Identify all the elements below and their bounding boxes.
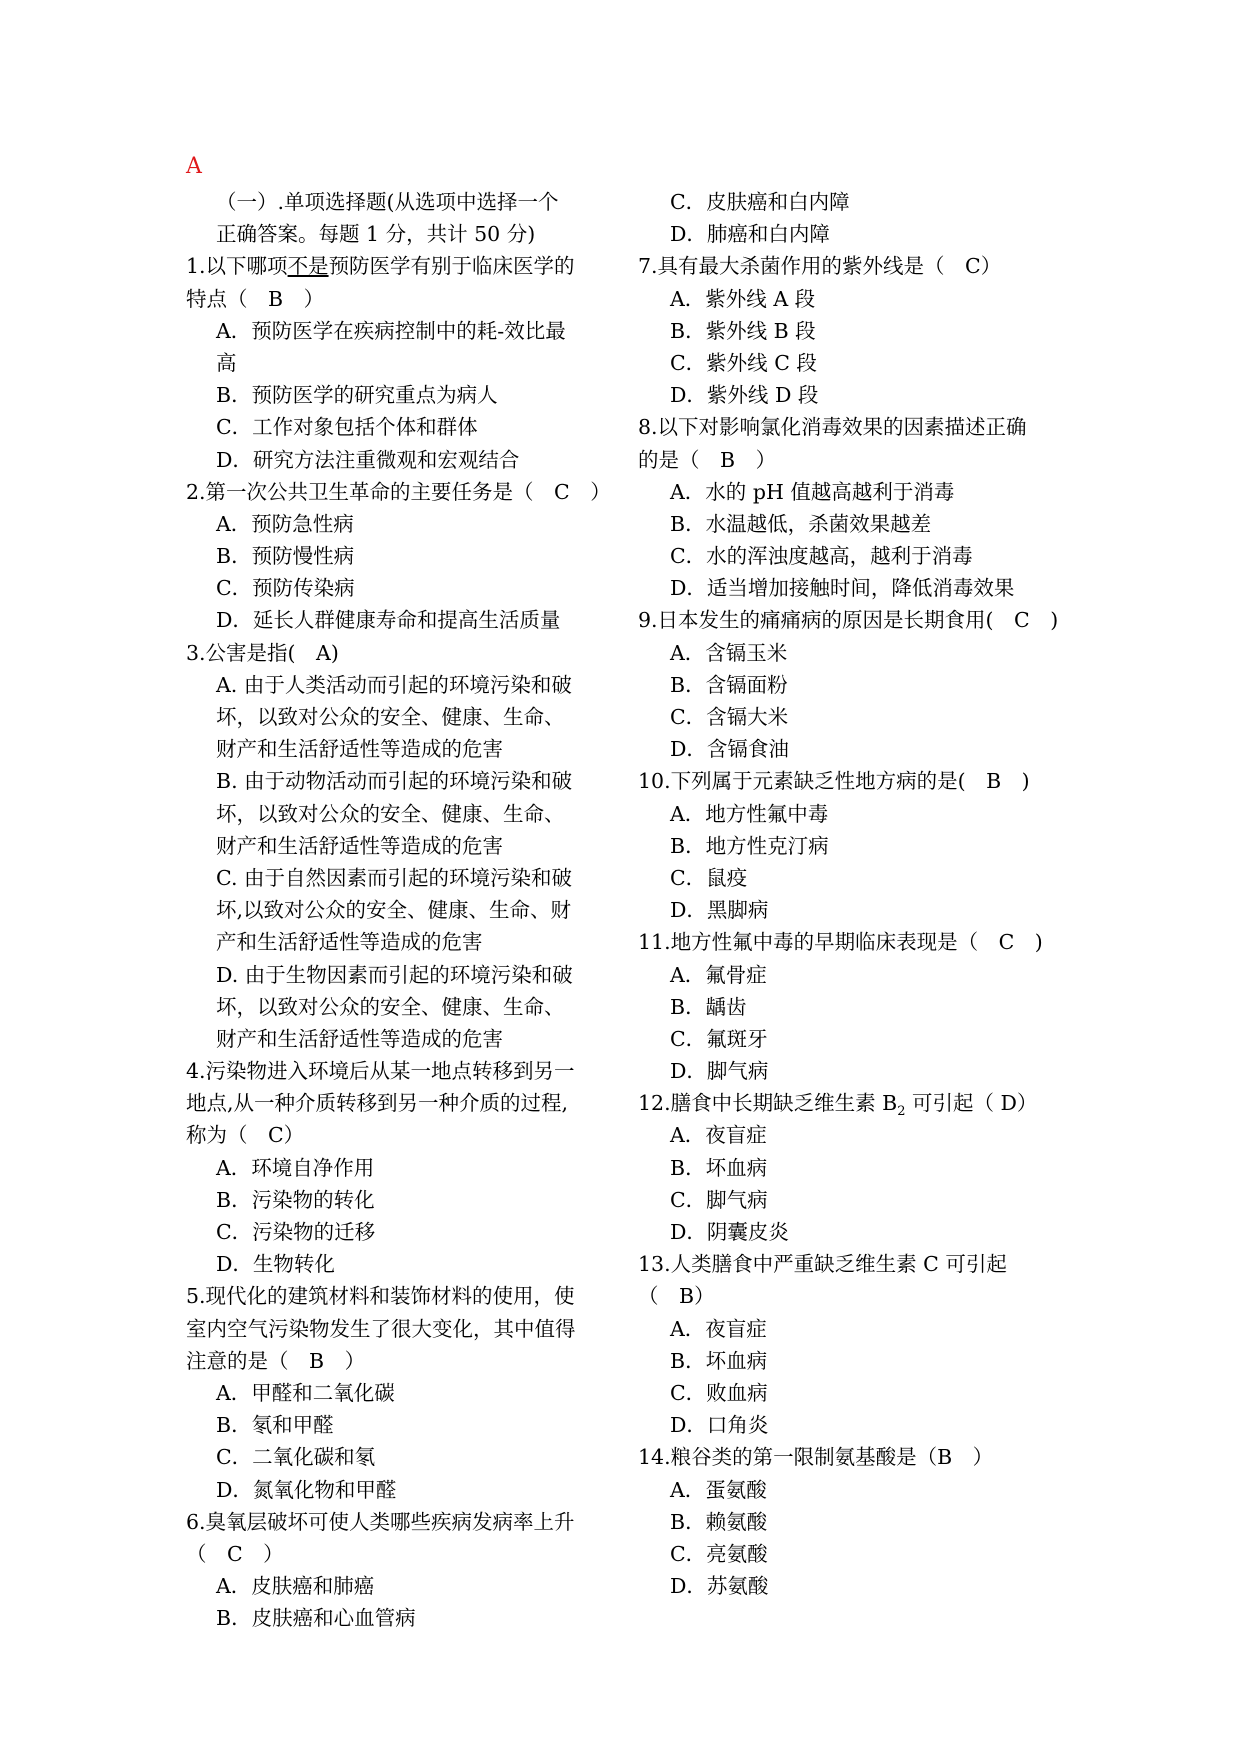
question-stem: 14.粮谷类的第一限制氨基酸是（B ） bbox=[638, 1445, 994, 1470]
question-stem: 地点,从一种介质转移到另一种介质的过程, bbox=[186, 1091, 569, 1116]
option-c: C．污染物的迁移 bbox=[216, 1220, 376, 1244]
option-c: C．败血病 bbox=[670, 1380, 768, 1405]
option-a-cont: 坏，以致对公众的安全、健康、生命、 bbox=[216, 705, 565, 729]
question-stem: 室内空气污染物发生了很大变化，其中值得 bbox=[186, 1316, 576, 1341]
option-d: D．脚气病 bbox=[670, 1059, 769, 1084]
option-b: B. 由于动物活动而引起的环境污染和破 bbox=[216, 769, 573, 794]
option-b: B．地方性克汀病 bbox=[670, 833, 829, 858]
answer-key-marker: A bbox=[186, 154, 202, 179]
option-d: D．阴囊皮炎 bbox=[670, 1220, 789, 1244]
option-c: C．脚气病 bbox=[670, 1187, 768, 1212]
option-a: A．紫外线 A 段 bbox=[670, 286, 816, 311]
question-stem: 1.以下哪项不是预防医学有别于临床医学的 bbox=[186, 254, 575, 279]
option-a: A．氟骨症 bbox=[670, 962, 767, 987]
option-c: C．含镉大米 bbox=[670, 705, 789, 729]
question-9 bbox=[638, 604, 1068, 765]
option-c: C．鼠疫 bbox=[670, 865, 748, 890]
option-c-cont: 产和生活舒适性等造成的危害 bbox=[216, 930, 483, 955]
question-stem: 12.膳食中长期缺乏维生素 $B_2$ 可引起（ D） bbox=[638, 1091, 1038, 1120]
option-a: A．皮肤癌和肺癌 bbox=[216, 1574, 375, 1599]
option-d-cont: 坏，以致对公众的安全、健康、生命、 bbox=[216, 994, 565, 1019]
option-a-cont: 财产和生活舒适性等造成的危害 bbox=[216, 737, 503, 762]
option-b: B．紫外线 B 段 bbox=[670, 318, 816, 343]
question-stem: 10.下列属于元素缺乏性地方病的是( B ) bbox=[638, 769, 1030, 794]
question-stem: 6.臭氧层破坏可使人类哪些疾病发病率上升 bbox=[186, 1509, 575, 1534]
option-b: B．预防医学的研究重点为病人 bbox=[216, 383, 498, 408]
question-stem: 特点（ B ） bbox=[186, 286, 325, 311]
option-d: D. 由于生物因素而引起的环境污染和破 bbox=[216, 962, 573, 987]
option-d-cont: 财产和生活舒适性等造成的危害 bbox=[216, 1026, 503, 1051]
right-column bbox=[638, 186, 1068, 1602]
option-a: A．预防医学在疾病控制中的耗-效比最 bbox=[216, 318, 566, 343]
option-d: D．生物转化 bbox=[216, 1252, 335, 1277]
question-stem: 3.公害是指( A) bbox=[186, 640, 339, 665]
option-c: C．亮氨酸 bbox=[670, 1541, 768, 1566]
option-d: D．延长人群健康寿命和提高生活质量 bbox=[216, 608, 561, 633]
option-a: A．蛋氨酸 bbox=[670, 1477, 767, 1502]
question-6 bbox=[186, 1506, 616, 1635]
option-c: C．皮肤癌和白内障 bbox=[670, 190, 850, 214]
question-13 bbox=[638, 1248, 1068, 1441]
question-stem: 8.以下对影响氯化消毒效果的因素描述正确 bbox=[638, 415, 1027, 440]
question-stem: 4.污染物进入环境后从某一地点转移到另一 bbox=[186, 1059, 575, 1084]
question-stem: 11.地方性氟中毒的早期临床表现是（ C ) bbox=[638, 930, 1043, 955]
option-c-cont: 坏,以致对公众的安全、健康、生命、财 bbox=[216, 898, 572, 923]
option-a: A．环境自净作用 bbox=[216, 1155, 375, 1180]
option-a: A．水的 pH 值越高越利于消毒 bbox=[670, 479, 955, 504]
option-b: B．坏血病 bbox=[670, 1155, 768, 1180]
question-stem: （ B） bbox=[638, 1284, 715, 1309]
question-stem: 2.第一次公共卫生革命的主要任务是（ C ） bbox=[186, 479, 611, 504]
question-stem: 称为（ C） bbox=[186, 1123, 305, 1148]
option-b: B．污染物的转化 bbox=[216, 1187, 375, 1212]
option-a: A．夜盲症 bbox=[670, 1316, 767, 1341]
question-stem: （ C ） bbox=[186, 1541, 284, 1566]
question-14 bbox=[638, 1441, 1068, 1602]
option-b: B．赖氨酸 bbox=[670, 1509, 768, 1534]
option-c: C．工作对象包括个体和群体 bbox=[216, 415, 478, 440]
question-8 bbox=[638, 411, 1068, 604]
option-d: D．苏氨酸 bbox=[670, 1574, 769, 1599]
option-b: B．预防慢性病 bbox=[216, 544, 355, 569]
option-d: D．氮氧化物和甲醛 bbox=[216, 1477, 397, 1502]
section-header-line: （一）.单项选择题(从选项中选择一个 bbox=[216, 190, 559, 214]
question-12 bbox=[638, 1087, 1068, 1248]
option-a: A. 由于人类活动而引起的环境污染和破 bbox=[216, 672, 572, 697]
option-a: A．含镉玉米 bbox=[670, 640, 788, 665]
option-b: B．龋齿 bbox=[670, 994, 747, 1019]
option-c: C．预防传染病 bbox=[216, 576, 355, 601]
option-a-cont: 高 bbox=[216, 350, 237, 375]
question-10 bbox=[638, 765, 1068, 926]
option-d: D．肺癌和白内障 bbox=[670, 222, 830, 247]
option-c: C．紫外线 C 段 bbox=[670, 350, 817, 375]
question-stem: 注意的是（ B ） bbox=[186, 1348, 366, 1373]
question-stem: 的是（ B ） bbox=[638, 447, 777, 472]
question-stem: 13.人类膳食中严重缺乏维生素 C 可引起 bbox=[638, 1252, 1007, 1277]
option-b: B．氡和甲醛 bbox=[216, 1413, 334, 1438]
option-d: D．黑脚病 bbox=[670, 898, 769, 923]
option-b: B．含镉面粉 bbox=[670, 672, 788, 697]
question-5 bbox=[186, 1280, 616, 1505]
question-7 bbox=[638, 250, 1068, 411]
section-header-line: 正确答案。每题 1 分，共计 50 分) bbox=[216, 222, 536, 247]
option-b: B．水温越低，杀菌效果越差 bbox=[670, 511, 932, 536]
option-d: D．含镉食油 bbox=[670, 737, 789, 762]
option-b-cont: 财产和生活舒适性等造成的危害 bbox=[216, 833, 503, 858]
option-b: B．皮肤癌和心血管病 bbox=[216, 1606, 416, 1631]
question-stem: 7.具有最大杀菌作用的紫外线是（ C） bbox=[638, 254, 1002, 279]
option-d: D．紫外线 D 段 bbox=[670, 383, 819, 408]
question-4 bbox=[186, 1055, 616, 1280]
option-b-cont: 坏，以致对公众的安全、健康、生命、 bbox=[216, 801, 565, 826]
question-stem: 5.现代化的建筑材料和装饰材料的使用，使 bbox=[186, 1284, 575, 1309]
question-1 bbox=[186, 250, 616, 475]
option-c: C．二氧化碳和氡 bbox=[216, 1445, 376, 1470]
left-column bbox=[186, 186, 616, 1634]
option-d: D．适当增加接触时间，降低消毒效果 bbox=[670, 576, 1015, 601]
option-a: A．夜盲症 bbox=[670, 1123, 767, 1148]
question-stem: 9.日本发生的痛痛病的原因是长期食用( C ) bbox=[638, 608, 1059, 633]
emphasis-underline: 不是 bbox=[287, 254, 329, 279]
question-11 bbox=[638, 926, 1068, 1087]
option-d: D．研究方法注重微观和宏观结合 bbox=[216, 447, 520, 472]
question-2 bbox=[186, 476, 616, 637]
option-b: B．坏血病 bbox=[670, 1348, 768, 1373]
option-c: C．氟斑牙 bbox=[670, 1026, 768, 1051]
option-c: C. 由于自然因素而引起的环境污染和破 bbox=[216, 865, 572, 890]
option-d: D．口角炎 bbox=[670, 1413, 769, 1438]
option-c: C．水的浑浊度越高，越利于消毒 bbox=[670, 544, 973, 569]
option-a: A．甲醛和二氧化碳 bbox=[216, 1380, 395, 1405]
option-a: A．预防急性病 bbox=[216, 511, 354, 536]
question-3 bbox=[186, 637, 616, 1055]
option-a: A．地方性氟中毒 bbox=[670, 801, 829, 826]
